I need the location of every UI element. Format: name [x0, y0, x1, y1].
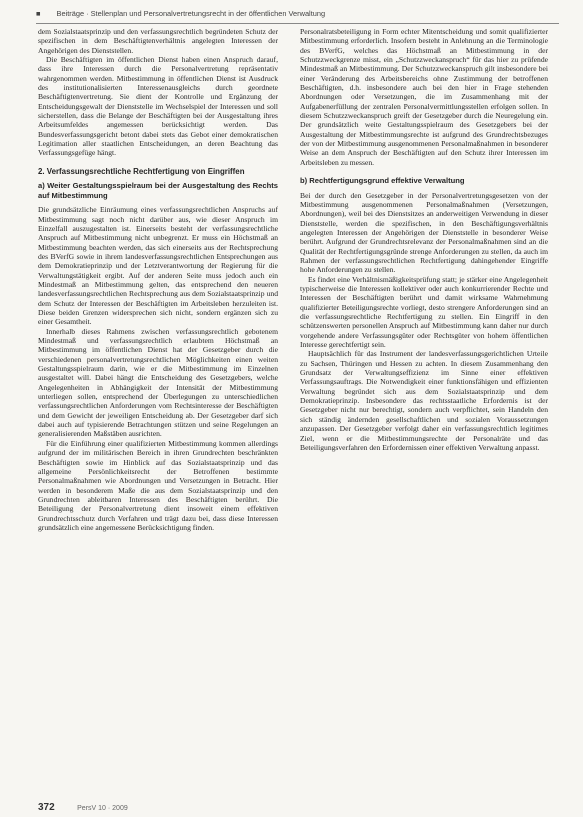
left-paragraph-1: dem Sozialstaatsprinzip und den verfassungsrechtlich begründeten Schutz der spezifischen in dem Beschäftigtenverhältnis angelegten Interessen der Angehörigen des Dienststellen. [38, 27, 278, 55]
right-column [300, 27, 548, 785]
left-paragraph-2: Die Beschäftigten im öffentlichen Dienst haben einen Anspruch darauf, dass ihre Interessen durch die Personalvertretung repräsentativ wahrgenommen werden. Mitbestimmung in öffentlichen Dienst ist Ausdruck des institutionalisierten Interessenausgleichs durch geordnete Beschäftigtenvertretung. Sie dient der Kontrolle und Ergänzung der Entscheidungsgewalt der Dienststelle im Wechselspiel der Interessen und soll sicherstellen, dass die Belange der Beschäftigten bei der Ausgestaltung ihres Arbeitsumfeldes angemessen berücksichtigt werden. Das Bundesverfassungsgericht betont dabei stets das Gebot einer demokratischen Legitimation aller staatlichen Entscheidungen, an deren Beachtung das Verfassungsgefüge hängt. [38, 55, 278, 158]
subsection-heading-b: b) Rechtfertigungsgrund effektive Verwaltung [300, 176, 465, 186]
header-rule [36, 23, 559, 24]
issue-label: PersV 10 · 2009 [77, 805, 128, 812]
section-marker: ■ [36, 9, 41, 18]
left-paragraph-4: Innerhalb dieses Rahmens zwischen verfassungsrechtlich gebotenem Mindestmaß und verfassungsrechtlich erlaubtem Höchstmaß an Mitbestimmung im öffentlichen Dienst hat der Gesetzgeber durch die verschiedenen personalvertretungsrechtlichen Möglichkeiten einen weiten Gestaltungsspielraum darin, wie er die Mitbestimmung im Einzelnen ausgestaltet will. Dabei hängt die Entscheidung des Gesetzgebers, welche Angelegenheiten in Abhängigkeit der Intensität der Mitbestimmung unterliegen sollen, entsprechend der Überlegungen zu unterschiedlichen verfassungsrechtlichen Anforderungen vom Rechtsinteresse der Beschäftigten und dem Gewicht der jeweiligen Entscheidung ab. Der Gesetzgeber darf sich dabei auch auf typisierende Betrachtungen stützen und seine Regelungen an generalisierenden Maßstäben ausrichten. [38, 326, 278, 439]
running-title: Beiträge · Stellenplan und Personalvertretungsrecht in der öffentlichen Verwaltung [56, 9, 326, 18]
page-footer [38, 797, 128, 815]
right-paragraph-2: Bei der durch den Gesetzgeber in der Personalvertretungsgesetzen von der Mitbestimmung ausgenommenen Personalmaßnahmen (Versetzungen, Abordnungen), weil bei des Dienstsitzes an anderweitigen Verwendung in dieser Dienststelle, werden die spezifischen, in den Beschäftigungsverhältnis angelegten Interessen der Angehörigen der Dienststelle in besonderer Weise berührt. Aufgrund der Grundrechtsrelevanz der Personalmaßnahmen sind an die Qualität der Rechtfertigungsgründe strenge Anforderungen zu stellen, da auch im Rahmen der verfassungsrechtlichen Rechtfertigung dahingehender Eingriffe hohe Anforderungen zu stellen. [300, 190, 548, 275]
left-paragraph-5: Für die Einführung einer qualifizierten Mitbestimmung kommen allerdings aufgrund der im militärischen Bereich in ihren Grundrechten beschränkten Beschäftigten sowie im Hinblick auf das Sozialstaatsprinzip und das allgemeine Persönlichkeitsrecht der Betroffenen bestimmte Personalmaßnahmen wie Abordnungen und Versetzungen in Betracht. Hier werden in besonderem Maße die aus dem Sozialstaatsprinzip und den Grundrechten ableitbaren Interessen des Beschäftigten berührt. Die Beteiligung der Personalvertretung dient insoweit einem effektiven Grundrechtsschutz durch Verfahren und trägt dazu bei, dass diese Interessen grundsätzlich eine angemessene Berücksichtigung finden. [38, 438, 278, 532]
page-number: 372 [38, 802, 55, 813]
section-heading: 2. Verfassungsrechtliche Rechtfertigung von Eingriffen [38, 166, 245, 176]
running-head [36, 9, 556, 18]
right-paragraph-4: Hauptsächlich für das Instrument der landesverfassungsgerichtlichen Urteile zu Sachsen, Thüringen und Hessen zu achten. In diesem Zusammenhang den Grundsatz der Verwaltungseffizienz im Sinne einer effektiven Verfassungsauftrags. Die Notwendigkeit einer funktionsfähigen und effizienten Verwaltung begründet sich aus dem Sozialstaatsprinzip und dem Demokratieprinzip. Insbesondere das rechtsstaatliche Erfordernis ist der Gesetzgeber nicht nur berechtigt, sondern auch verpflichtet, sein Handeln den sich ständig ändernden gesellschaftlichen und sozialen Voraussetzungen anzupassen. Der Gesetzgeber verfolgt daher ein verfassungsrechtlich legitimes Ziel, wenn er die Mitbestimmungsrechte der Personalräte und das Beteiligungsverfahren den Erfordernissen einer effektiven Verwaltung anpasst. [300, 349, 548, 452]
left-column [38, 27, 278, 785]
left-paragraph-3: Die grundsätzliche Einräumung eines verfassungsrechtlichen Anspruchs auf Mitbestimmung sagt noch nicht darüber aus, wie dieser Anspruch im Einzelfall auszugestalten ist. Einerseits besteht der verfassungsrechtliche Anspruch auf Mitbestimmung nicht unbegrenzt. Er muss ein Höchstmaß an Mitbestimmung beachten werden, das sich einerseits aus der Rechtsprechung des BVerfG sowie in ihrem landesverfassungsrechtlichen Entsprechungen aus dem Demokratieprinzip und der Letztverantwortung der Regierung für die Verwaltungstätigkeit ergibt. Auf der anderen Seite muss jedoch auch ein Mindestmaß an Mitbestimmung gelten, das entsprechend den neueren landesverfassungsrechtlichen Rechtsprechung aus dem Sozialstaatsprinzip und dem Schutz der Interessen der Beschäftigten im Arbeitsleben herzuleiten ist. Diese beiden Grenzen widersprechen sich nicht, sondern ergänzen sich zu einer Gesamtheit. [38, 205, 278, 327]
right-paragraph-3: Es findet eine Verhältnismäßigkeitsprüfung statt; je stärker eine Angelegenheit typischerweise die Interessen kollektiver oder auch konkurrierender Rechte und Interessen der Beschäftigten berührt und damit wirksame Wahrnehmung qualifizierter Beteiligungsrechte vorliegt, desto strengere Anforderungen sind an die verfassungsrechtliche Rechtfertigung zu stellen. Ein Eingriff in den schützenswerten personellen Anspruch auf Mitbestimmung kann daher nur durch vorgehende andere Verfassungsgüter oder Rechtsgüter von hohem öffentlichen Interesse gerechtfertigt sein. [300, 274, 548, 350]
subsection-heading-a: a) Weiter Gestaltungsspielraum bei der Ausgestaltung des Rechts auf Mitbestimmung [38, 181, 278, 200]
right-paragraph-1: Personalratsbeteiligung in Form echter Mitentscheidung und somit qualifizierter Mitbestimmung erforderlich. Insofern besteht in Anlehnung an die Terminologie des BVerfG, welches das Höchstmaß an Mitbestimmung in der Schutzzweckgrenze misst, ein „Schutzzweckanspruch“ für das hier zu prüfende Mindestmaß an Mitbestimmung. Der Schutzzweckanspruch gilt insbesondere bei einer Veränderung des Arbeitsbereichs ohne Zustimmung der betroffenen Beschäftigten, d.h. insbesondere auch bei den hier in Frage stehenden Abordnungen oder Versetzungen, die im Zusammenhang mit der Aufgabenerfüllung der zentralen Personalvermittlungsstellen erfolgen sollen. In diesem Schutzzweckanspruch greift der Gesetzgeber durch die Neuregelung ein. Der grundsätzlich weite Gestaltungsspielraum des Gesetzgebers bei der Ausgestaltung der Mitbestimmungsrechte ist aufgrund des Grundrechtsbezuges der von der Mitbestimmung ausgenommenen Personalmaßnahmen in besonderer Weise an dem Anspruch der Beschäftigten auf den Schutz ihrer Interessen im Arbeitsleben zu messen. [300, 27, 548, 167]
